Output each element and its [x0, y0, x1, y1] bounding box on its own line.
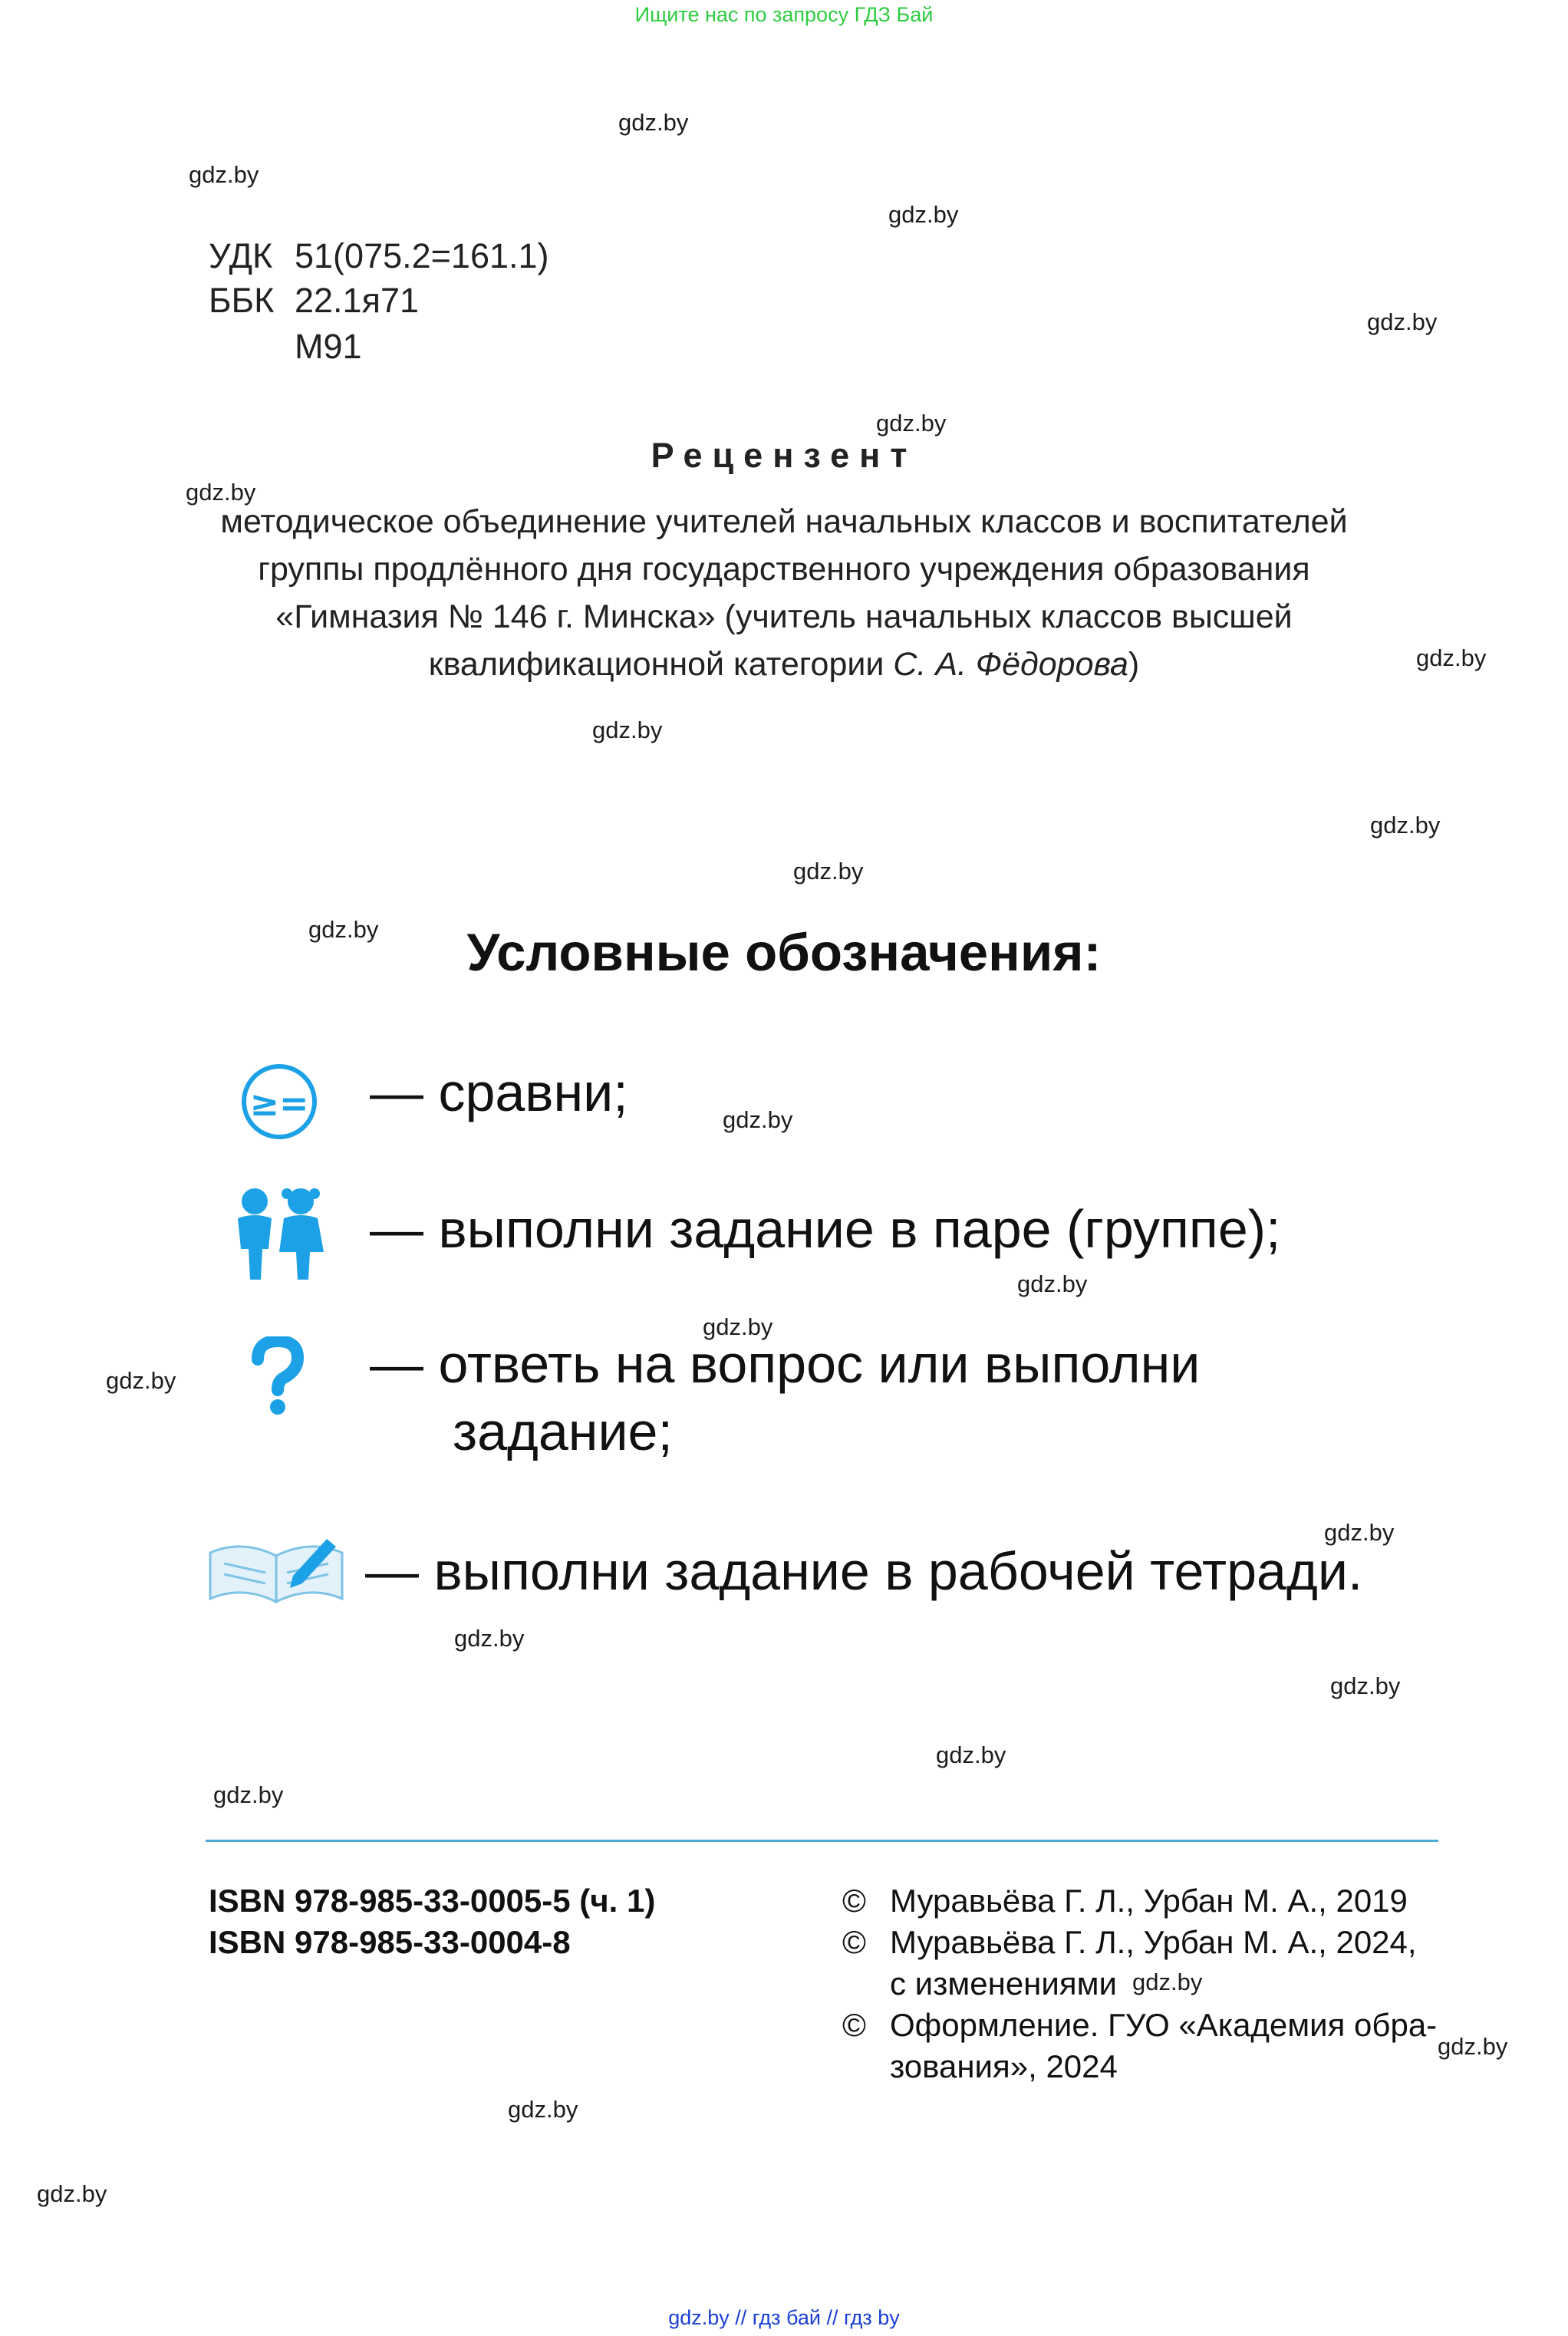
author-mark: М91	[295, 327, 362, 366]
watermark: gdz.by	[888, 201, 959, 228]
copyright-symbol: ©	[842, 1883, 866, 1919]
bottom-banner[interactable]: gdz.by // гдз бай // гдз by	[668, 2306, 900, 2329]
copyright-symbol: ©	[842, 2007, 866, 2043]
watermark: gdz.by	[106, 1367, 176, 1394]
legend-title: Условные обозначения:	[466, 923, 1102, 982]
watermark: gdz.by	[508, 2096, 578, 2123]
isbn-set: ISBN 978-985-33-0004-8	[209, 1924, 571, 1960]
bbk-label: ББК	[209, 281, 275, 320]
compare-icon	[239, 1062, 319, 1142]
watermark: gdz.by	[1367, 308, 1438, 335]
watermark: gdz.by	[308, 916, 379, 943]
watermark: gdz.by	[876, 410, 947, 437]
watermark: gdz.by	[1132, 1969, 1203, 1995]
watermark: gdz.by	[1370, 812, 1441, 839]
copyright-line: Оформление. ГУО «Академия обра-	[890, 2007, 1438, 2043]
pair-work-icon	[227, 1186, 328, 1283]
watermark: gdz.by	[1330, 1672, 1401, 1699]
reviewer-line-text: квалификационной категории	[428, 646, 894, 683]
watermark: gdz.by	[618, 109, 689, 136]
legend-item-pair: — выполни задание в паре (группе);	[370, 1199, 1281, 1259]
watermark: gdz.by	[723, 1106, 793, 1133]
top-banner[interactable]: Ищите нас по запросу ГДЗ Бай	[634, 3, 934, 26]
reviewer-title: Рецензент	[651, 436, 917, 475]
watermark: gdz.by	[936, 1741, 1006, 1768]
reviewer-line: «Гимназия № 146 г. Минска» (учитель начальных классов высшей	[275, 598, 1293, 635]
question-icon	[247, 1336, 308, 1416]
watermark: gdz.by	[189, 161, 259, 188]
copyright-line: зования», 2024	[890, 2048, 1118, 2084]
udk-value: 51(075.2=161.1)	[295, 236, 549, 275]
divider-line	[206, 1840, 1438, 1842]
watermark: gdz.by	[703, 1313, 773, 1340]
udk-label: УДК	[209, 236, 273, 275]
legend-item-compare: — сравни;	[370, 1063, 628, 1122]
watermark: gdz.by	[793, 858, 864, 885]
reviewer-name: С. А. Фёдорова	[893, 646, 1128, 683]
reviewer-line: группы продлённого дня государственного учреждения образования	[258, 551, 1310, 588]
copyright-line: Муравьёва Г. Л., Урбан М. А., 2019	[890, 1883, 1408, 1919]
copyright-line: Муравьёва Г. Л., Урбан М. А., 2024,	[890, 1924, 1417, 1960]
watermark: gdz.by	[1438, 2033, 1508, 2060]
reviewer-line-text: )	[1128, 646, 1140, 683]
compare-symbol: ≥=	[249, 1082, 309, 1124]
watermark: gdz.by	[592, 717, 663, 743]
watermark: gdz.by	[1416, 644, 1487, 671]
watermark: gdz.by	[1324, 1519, 1395, 1546]
watermark: gdz.by	[186, 479, 256, 506]
legend-item-question-cont: задание;	[453, 1402, 673, 1461]
isbn-part1: ISBN 978-985-33-0005-5 (ч. 1)	[209, 1883, 656, 1919]
legend-item-workbook: — выполни задание в рабочей тетради.	[365, 1541, 1363, 1601]
watermark: gdz.by	[1017, 1270, 1088, 1297]
copyright-line: с изменениями	[890, 1965, 1117, 2002]
watermark: gdz.by	[213, 1781, 284, 1808]
watermark: gdz.by	[37, 2180, 107, 2207]
copyright-symbol: ©	[842, 1924, 866, 1960]
legend-item-question: — ответь на вопрос или выполни	[370, 1334, 1201, 1394]
reviewer-line	[0, 646, 1568, 684]
watermark: gdz.by	[454, 1625, 525, 1652]
workbook-icon	[204, 1528, 348, 1608]
bbk-value: 22.1я71	[295, 281, 420, 320]
reviewer-line: методическое объединение учителей начальных классов и воспитателей	[220, 503, 1348, 540]
